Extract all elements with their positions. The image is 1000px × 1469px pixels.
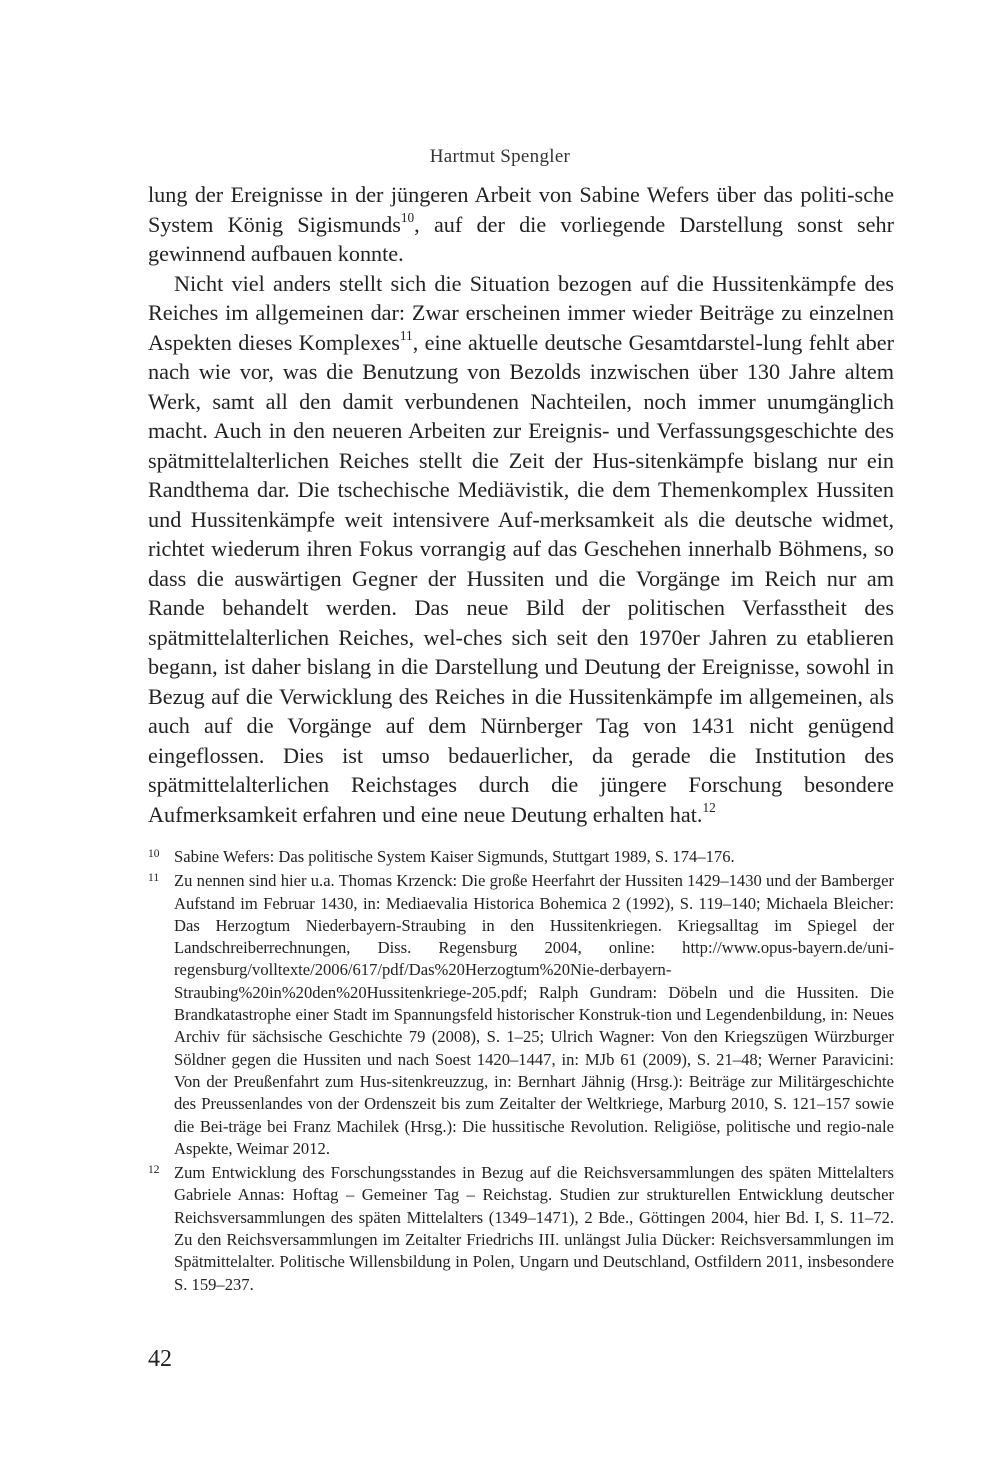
footnote-12 (148, 1162, 894, 1296)
page-number: 42 (148, 1346, 172, 1372)
paragraph-2-text-b: , eine aktuelle deutsche Gesamtdarstel-lung fehlt aber nach wie vor, was die Benutzung von Bezolds inzwischen über 130 Jahre altem Werk, samt all den damit verbundenen Nachteilen, noch immer unumgänglich macht. Auch in den neueren Arbeiten zur Ereignis- und Verfassungsgeschichte des spätmittelalterlichen Reiches stellt die Zeit der Hus-sitenkämpfe bislang nur ein Randthema dar. Die tschechische Mediävistik, die dem Themenkomplex Hussiten und Hussitenkämpfe weit intensivere Auf-merksamkeit als die deutsche widmet, richtet wiederum ihren Fokus vorrangig auf das Geschehen innerhalb Böhmens, so dass die auswärtigen Gegner der Hussiten und die Vorgänge im Reich nur am Rande behandelt werden. Das neue Bild der politischen Verfasstheit des spätmittelalterlichen Reiches, wel-ches sich seit den 1970er Jahren zu etablieren begann, ist daher bislang in die Darstellung und Deutung der Ereignisse, sowohl in Bezug auf die Verwicklung des Reiches in die Hussitenkämpfe im allgemeinen, als auch auf die Vorgänge auf dem Nürnberger Tag von 1431 nicht genügend eingeflossen. Dies ist umso bedauerlicher, da gerade die Institution des spätmittelalterlichen Reichstages durch die jüngere Forschung besondere Aufmerksamkeit erfahren und eine neue Deutung erhalten hat. (148, 329, 894, 827)
paragraph-1 (148, 180, 894, 269)
footnote-number: 10 (148, 848, 160, 860)
footnote-ref-10: 10 (400, 209, 415, 225)
paragraph-2 (148, 269, 894, 830)
paragraph-2-text-a: Nicht viel anders stellt sich die Situation bezogen auf die Hussitenkämpfe des Reiches im allgemeinen dar: Zwar erscheinen immer wieder Beiträge zu einzelnen Aspekten dieses Komplexes (148, 270, 894, 355)
footnote-number: 12 (148, 1164, 160, 1177)
footnote-number: 11 (148, 872, 160, 885)
footnote-text: Sabine Wefers: Das politische System Kaiser Sigmunds, Stuttgart 1989, S. 174–176. (174, 847, 735, 866)
main-text (148, 180, 894, 829)
footnote-ref-11: 11 (399, 327, 413, 343)
footnote-11 (148, 870, 894, 1160)
footnote-text: Zu nennen sind hier u.a. Thomas Krzenck: Die große Heerfahrt der Hussiten 1429–1430 und der Bamberger Aufstand im Februar 1430, in: Mediaevalia Historica Bohemica 2 (1992), S. 119–140; Michaela Bleicher: Das Herzogtum Niederbayern-Straubing in den Hussitenkriegen. Kriegsalltag im Spiegel der Landschreiberrechnungen, Diss. Regensburg 2004, online: http://www.opus-bayern.de/uni-regensburg/volltexte/2006/617/pdf/Das%20Herzogtum%20Nie-derbayern-Straubing%20in%20den%20Hussitenkriege-205.pdf; Ralph Gundram: Döbeln und die Hussiten. Die Brandkatastrophe einer Stadt im Spannungsfeld historischer Konstruk-tion und Legendenbildung, in: Neues Archiv für sächsische Geschichte 79 (2008), S. 1–25; Ulrich Wagner: Von den Kriegszügen Würzburger Söldner gegen die Hussiten und nach Soest 1420–1447, in: MJb 61 (2009), S. 21–48; Werner Paravicini: Von der Preußenfahrt zum Hus-sitenkreuzzug, in: Bernhart Jähnig (Hrsg.): Beiträge zur Militärgeschichte des Preussenlandes von der Ordenszeit bis zum Zeitalter der Weltkriege, Marburg 2010, S. 121–157 sowie die Bei-träge bei Franz Machilek (Hrsg.): Die hussitische Revolution. Religiöse, politische und regio-nale Aspekte, Weimar 2012. (174, 871, 894, 1158)
running-head: Hartmut Spengler (429, 146, 571, 167)
paragraph-1-text-b: , auf der die vorliegende Darstellung sonst sehr gewinnend aufbauen konnte. (148, 211, 894, 266)
footnote-text: Zum Entwicklung des Forschungsstandes in Bezug auf die Reichsversammlungen des späten Mittelalters Gabriele Annas: Hoftag – Gemeiner Tag – Reichstag. Studien zur strukturellen Entwicklung deutscher Reichsversammlungen des späten Mittelalters (1349–1471), 2 Bde., Göttingen 2004, hier Bd. I, S. 11–72. Zu den Reichsversammlungen im Zeitalter Friedrichs III. unlängst Julia Dücker: Reichsversammlungen im Spätmittelalter. Politische Willensbildung in Polen, Ungarn und Deutschland, Ostfildern 2011, insbesondere S. 159–237. (174, 1163, 894, 1294)
footnote-10 (148, 846, 894, 868)
footnote-ref-12: 12 (702, 799, 716, 815)
footnotes (148, 846, 894, 1298)
paragraph-1-text-a: lung der Ereignisse in der jüngeren Arbeit von Sabine Wefers über das politi-sche System König Sigismunds (148, 182, 894, 237)
